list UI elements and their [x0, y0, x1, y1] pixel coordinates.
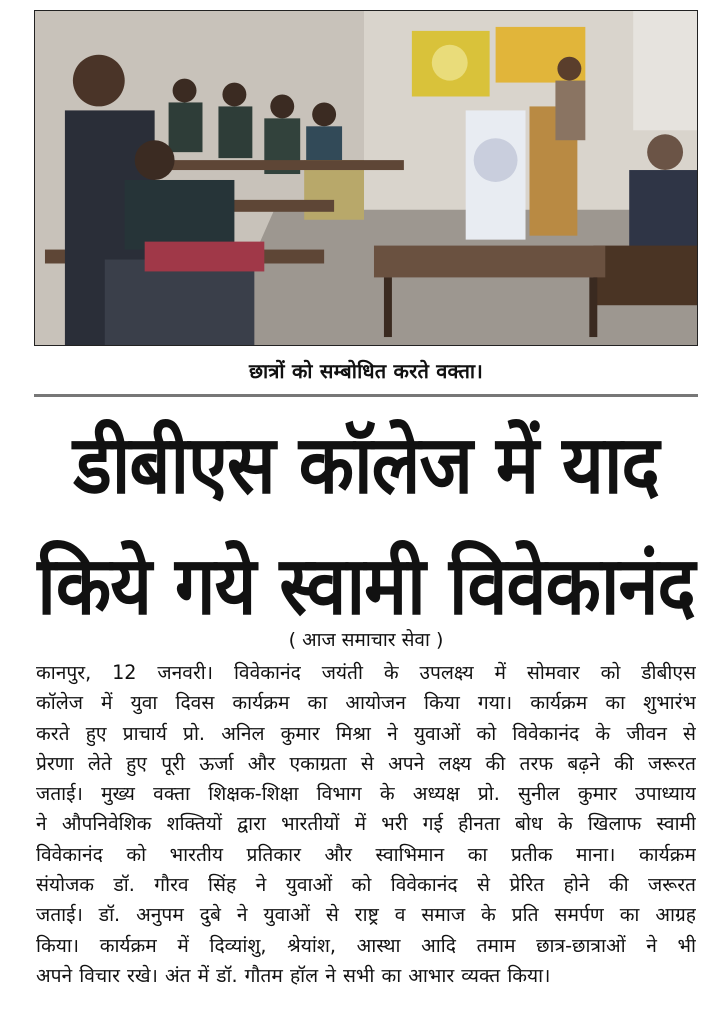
body-line: करते हुए प्राचार्य प्रो. अनिल कुमार मिश्रा ने युवाओं को विवेकानंद के जीवन से — [36, 721, 696, 745]
classroom-photo — [34, 10, 698, 346]
article-body — [36, 658, 696, 991]
article-headline — [30, 404, 702, 646]
news-agency-byline: ( आज समाचार सेवा ) — [288, 629, 444, 651]
body-line: अपने विचार रखे। अंत में डॉ. गौतम हॉल ने सभी का आभार व्यक्त किया। — [36, 963, 551, 987]
body-line: कानपुर, 12 जनवरी। विवेकानंद जयंती के उपलक्ष्य में सोमवार को डीबीएस — [36, 661, 696, 684]
body-line: संयोजक डॉ. गौरव सिंह ने युवाओं को विवेकानंद से प्रेरित होने की जरूरत — [36, 873, 696, 897]
body-line: किया। कार्यक्रम में दिव्यांशु, श्रेयांश, आस्था आदि तमाम छात्र-छात्राओं ने भी — [36, 933, 696, 957]
divider-rule — [34, 394, 698, 397]
headline-line-1: डीबीएस कॉलेज में याद — [73, 417, 659, 512]
photo-caption: छात्रों को सम्बोधित करते वक्ता। — [248, 359, 484, 383]
classroom-photo-illustration — [35, 11, 697, 345]
body-line: जताई। मुख्य वक्ता शिक्षक-शिक्षा विभाग के अध्यक्ष प्रो. सुनील कुमार उपाध्याय — [36, 782, 696, 806]
body-line: ने औपनिवेशिक शक्तियों द्वारा भारतीयों में भरी गई हीनता बोध के खिलाफ स्वामी — [36, 812, 696, 836]
headline-line-2: किये गये स्वामी विवेकानंद — [37, 538, 695, 633]
body-line: जताई। डॉ. अनुपम दुबे ने युवाओं से राष्ट्र व समाज के प्रति समर्पण का आग्रह — [36, 903, 696, 927]
body-line: प्रेरणा लेते हुए पूरी ऊर्जा और एकाग्रता से अपने लक्ष्य की तरफ बढ़ने की जरूरत — [36, 751, 696, 775]
body-line: कॉलेज में युवा दिवस कार्यक्रम का आयोजन किया गया। कार्यक्रम का शुभारंभ — [36, 691, 696, 715]
body-line: विवेकानंद को भारतीय प्रतिकार और स्वाभिमान का प्रतीक माना। कार्यक्रम — [36, 842, 696, 866]
